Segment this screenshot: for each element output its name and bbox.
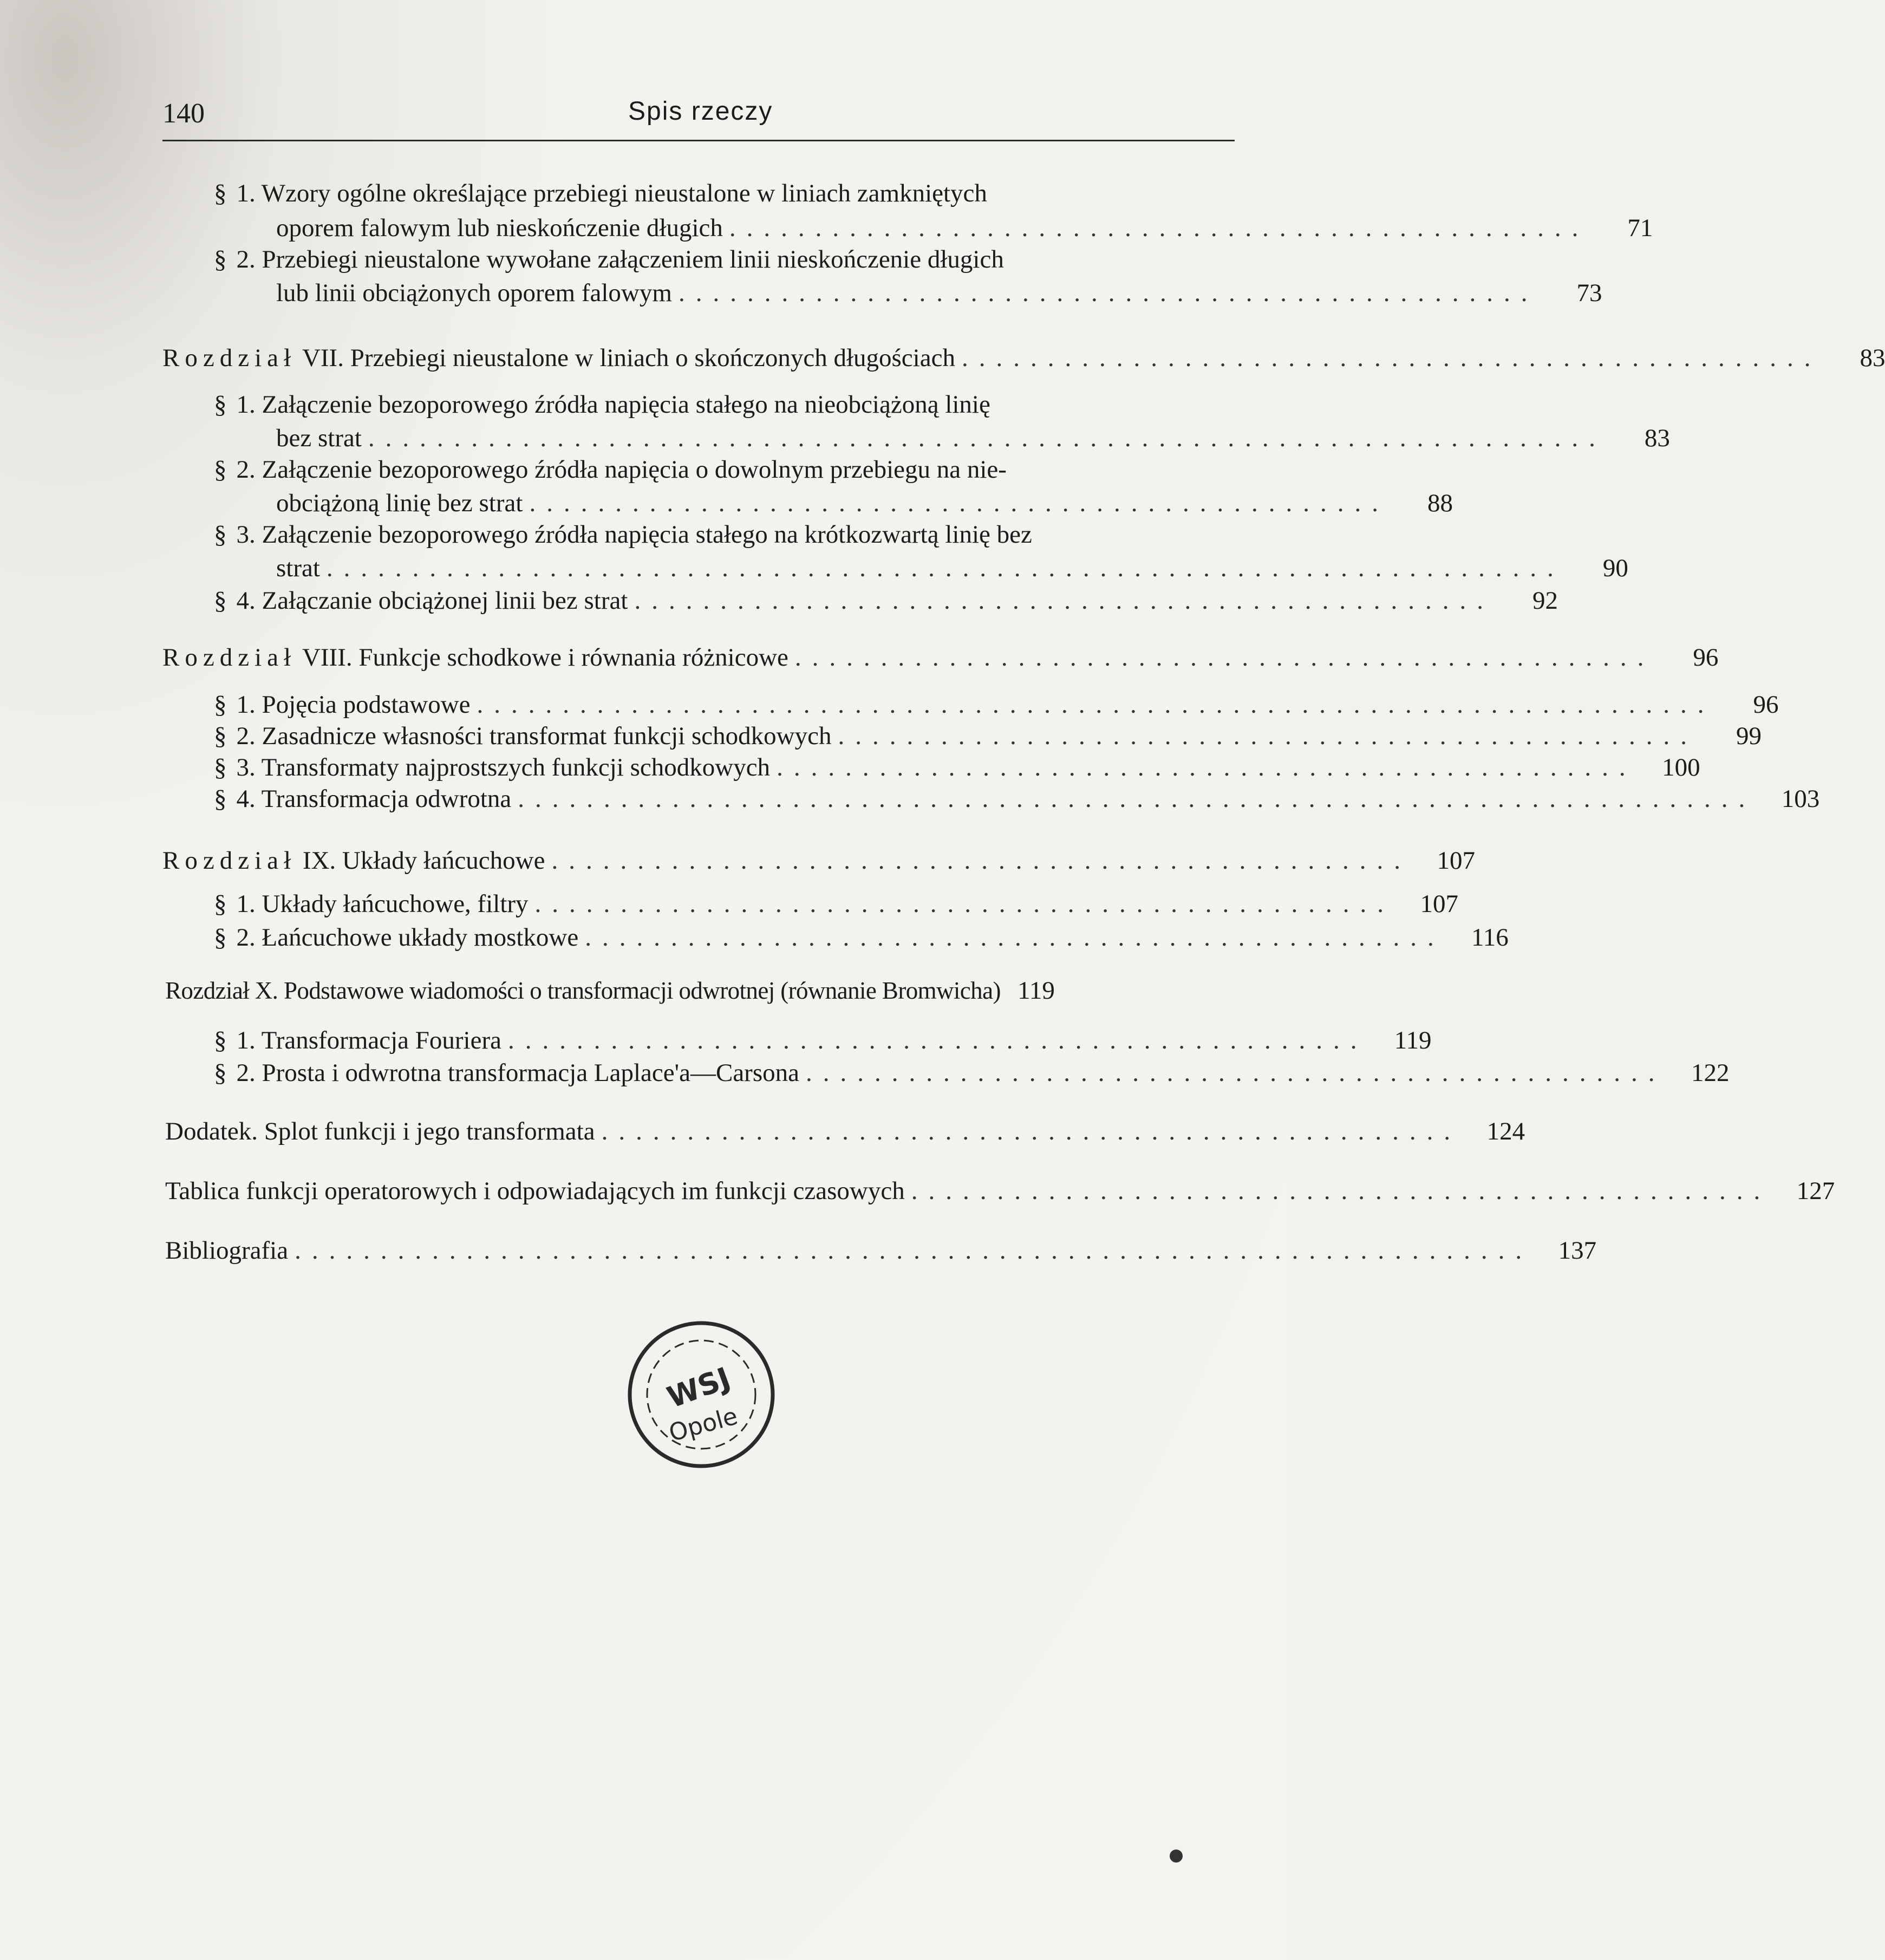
section-number: 1. xyxy=(236,1026,256,1054)
page-ref: 107 xyxy=(1437,846,1475,875)
stamp-text-top: WSJ xyxy=(662,1360,735,1415)
page-ref: 71 xyxy=(1627,214,1653,242)
toc-entry-ch7-s4[interactable] xyxy=(214,585,1558,616)
toc-entry-ch7[interactable] xyxy=(162,342,1885,374)
entry-text: Dodatek. Splot funkcji i jego transformata xyxy=(165,1117,595,1145)
page-ref: 83 xyxy=(1860,344,1885,372)
page-ref: 99 xyxy=(1736,722,1762,750)
toc-entry-ch7-s1-line2[interactable] xyxy=(276,422,1670,454)
section-sign: § xyxy=(214,390,227,419)
toc-entry-ch7-s2-line2[interactable] xyxy=(276,487,1453,519)
leader-dots: .................................................. xyxy=(601,1117,1462,1145)
toc-entry-table[interactable] xyxy=(165,1175,1835,1207)
leader-dots: ........................................................................ xyxy=(295,1236,1533,1265)
leader-dots: ........................................................................ xyxy=(326,554,1564,582)
leader-dots: .................................................. xyxy=(729,214,1589,242)
toc-entry-ch8-s3[interactable] xyxy=(214,752,1700,783)
section-number: 4. xyxy=(236,587,256,615)
entry-text: Pojęcia podstawowe xyxy=(262,691,471,719)
entry-text: Łańcuchowe układy mostkowe xyxy=(262,923,579,952)
entry-text: Bibliografia xyxy=(165,1236,289,1265)
page-ref: 127 xyxy=(1796,1177,1835,1205)
entry-text: oporem falowym lub nieskończenie długich xyxy=(276,214,723,242)
leader-dots: .................................................. xyxy=(534,890,1395,918)
page-ref: 124 xyxy=(1486,1117,1525,1145)
page-ref: 96 xyxy=(1753,691,1779,719)
entry-text: VII. Przebiegi nieustalone w liniach o skończonych długościach xyxy=(302,344,955,372)
section-number: 2. xyxy=(236,923,256,952)
toc-entry-ch8-s1[interactable] xyxy=(214,689,1779,720)
section-sign: § xyxy=(214,923,227,952)
entry-text: Transformacja Fouriera xyxy=(261,1026,501,1054)
leader-dots: ........................................................................ xyxy=(477,691,1715,719)
entry-text: Przebiegi nieustalone wywołane załączeniem linii nieskończenie długich xyxy=(262,245,1004,274)
toc-entry-ch6-s1-line1 xyxy=(214,178,987,209)
section-number: 2. xyxy=(236,245,256,274)
toc-entry-ch6-s2-line2[interactable] xyxy=(276,277,1602,309)
section-number: 2. xyxy=(236,1059,256,1087)
entry-text: Załączenie bezoporowego źródła napięcia o dowolnym przebiegu na nie- xyxy=(262,455,1007,484)
section-sign: § xyxy=(214,245,227,274)
ink-speck xyxy=(1170,1850,1183,1863)
leader-dots: .................................................. xyxy=(551,846,1411,875)
section-number: 3. xyxy=(236,753,256,782)
page-ref: 96 xyxy=(1693,643,1719,672)
entry-text: VIII. Funkcje schodkowe i równania różnicowe xyxy=(302,643,788,672)
section-sign: § xyxy=(214,890,227,918)
section-sign: § xyxy=(214,520,227,549)
section-number: 2. xyxy=(236,455,256,484)
page-ref: 119 xyxy=(1394,1026,1432,1054)
entry-text: Prosta i odwrotna transformacja Laplace'a—Carsona xyxy=(262,1059,799,1087)
leader-dots: ........................................................................ xyxy=(368,424,1606,452)
toc-entry-ch9[interactable] xyxy=(162,845,1475,876)
leader-dots: .................................................. xyxy=(508,1026,1368,1054)
entry-text: strat xyxy=(276,554,320,582)
library-stamp xyxy=(623,1316,780,1473)
entry-text: Załączenie bezoporowego źródła napięcia stałego na nieobciążoną linię xyxy=(262,390,990,419)
entry-text: bez strat xyxy=(276,424,362,452)
entry-text: Załączenie bezoporowego źródła napięcia stałego na krótkozwartą linię bez xyxy=(262,520,1032,549)
toc-entry-ch8[interactable] xyxy=(162,642,1719,673)
leader-dots: .................................................. xyxy=(777,753,1636,782)
entry-text: Wzory ogólne określające przebiegi nieustalone w liniach zamkniętych xyxy=(261,179,987,207)
leader-dots: ........................................................................ xyxy=(518,785,1756,813)
entry-text: Zasadnicze własności transformat funkcji schodkowych xyxy=(262,722,832,750)
chapter-prefix: Rozdział xyxy=(162,344,297,372)
toc-entry-ch9-s1[interactable] xyxy=(214,888,1459,920)
page-ref: 103 xyxy=(1781,785,1820,813)
entry-text: Układy łańcuchowe, filtry xyxy=(262,890,529,918)
page-ref: 83 xyxy=(1644,424,1670,452)
entry-text: obciążoną linię bez strat xyxy=(276,489,523,517)
section-number: 3. xyxy=(236,520,256,549)
page-ref: 116 xyxy=(1471,923,1509,952)
toc-entry-ch10[interactable] xyxy=(165,975,1238,1006)
section-number: 1. xyxy=(236,890,256,918)
entry-text: Tablica funkcji operatorowych i odpowiadających im funkcji czasowych xyxy=(165,1177,905,1205)
page-ref: 92 xyxy=(1532,587,1558,615)
toc-entry-ch7-s2-line1 xyxy=(214,454,1007,485)
entry-text: Rozdział X. Podstawowe wiadomości o transformacji odwrotnej (równanie Bromwicha) xyxy=(165,977,1001,1004)
toc-entry-ch6-s2-line1 xyxy=(214,244,1004,275)
toc-entry-ch10-s1[interactable] xyxy=(214,1025,1432,1056)
section-sign: § xyxy=(214,753,227,782)
chapter-prefix: Rozdział xyxy=(162,643,297,672)
section-number: 1. xyxy=(236,179,256,207)
section-sign: § xyxy=(214,1026,227,1054)
section-number: 1. xyxy=(236,691,256,719)
section-number: 1. xyxy=(236,390,256,419)
section-sign: § xyxy=(214,691,227,719)
leader-dots: .................................................. xyxy=(678,279,1538,307)
section-sign: § xyxy=(214,179,227,207)
page-ref: 119 xyxy=(1017,976,1055,1005)
page-title: Spis rzeczy xyxy=(628,97,773,126)
leader-dots: .................................................. xyxy=(585,923,1445,952)
toc-entry-appendix[interactable] xyxy=(165,1116,1525,1147)
toc-entry-ch6-s1-line2[interactable] xyxy=(276,212,1653,244)
section-number: 4. xyxy=(236,785,256,813)
chapter-prefix: Rozdział xyxy=(162,846,297,875)
leader-dots: .................................................. xyxy=(529,489,1389,517)
entry-text: lub linii obciążonych oporem falowym xyxy=(276,279,672,307)
section-number: 2. xyxy=(236,722,256,750)
leader-dots: .................................................. xyxy=(961,344,1822,372)
page-ref: 107 xyxy=(1420,890,1459,918)
toc-entry-ch10-s2[interactable] xyxy=(214,1057,1730,1089)
page-ref: 90 xyxy=(1602,554,1628,582)
page-ref: 73 xyxy=(1576,279,1602,307)
entry-text: Transformacja odwrotna xyxy=(261,785,512,813)
section-sign: § xyxy=(214,1059,227,1087)
leader-dots: .................................................. xyxy=(794,643,1655,672)
header-rule xyxy=(162,140,1235,141)
toc-entry-ch8-s4[interactable] xyxy=(214,783,1820,815)
toc-entry-bibliography[interactable] xyxy=(165,1235,1597,1266)
toc-entry-ch7-s3-line2[interactable] xyxy=(276,552,1628,584)
page-ref: 88 xyxy=(1427,489,1453,517)
leader-dots: .................................................. xyxy=(634,587,1494,615)
page-number: 140 xyxy=(162,98,205,129)
toc-entry-ch8-s2[interactable] xyxy=(214,720,1762,752)
leader-dots: .................................................. xyxy=(911,1177,1771,1205)
toc-entry-ch7-s3-line1 xyxy=(214,519,1032,550)
section-sign: § xyxy=(214,455,227,484)
toc-entry-ch9-s2[interactable] xyxy=(214,922,1509,953)
entry-text: Załączanie obciążonej linii bez strat xyxy=(262,587,628,615)
toc-entry-ch7-s1-line1 xyxy=(214,389,990,420)
leader-dots: .................................................. xyxy=(838,722,1698,750)
leader-dots: .................................................. xyxy=(806,1059,1666,1087)
entry-text: Transformaty najprostszych funkcji schodkowych xyxy=(261,753,771,782)
section-sign: § xyxy=(214,785,227,813)
page-ref: 122 xyxy=(1691,1059,1730,1087)
entry-text: IX. Układy łańcuchowe xyxy=(302,846,545,875)
page-ref: 100 xyxy=(1662,753,1700,782)
page-ref: 137 xyxy=(1558,1236,1597,1265)
section-sign: § xyxy=(214,722,227,750)
stamp-text-bottom: Opole xyxy=(666,1402,741,1447)
section-sign: § xyxy=(214,587,227,615)
